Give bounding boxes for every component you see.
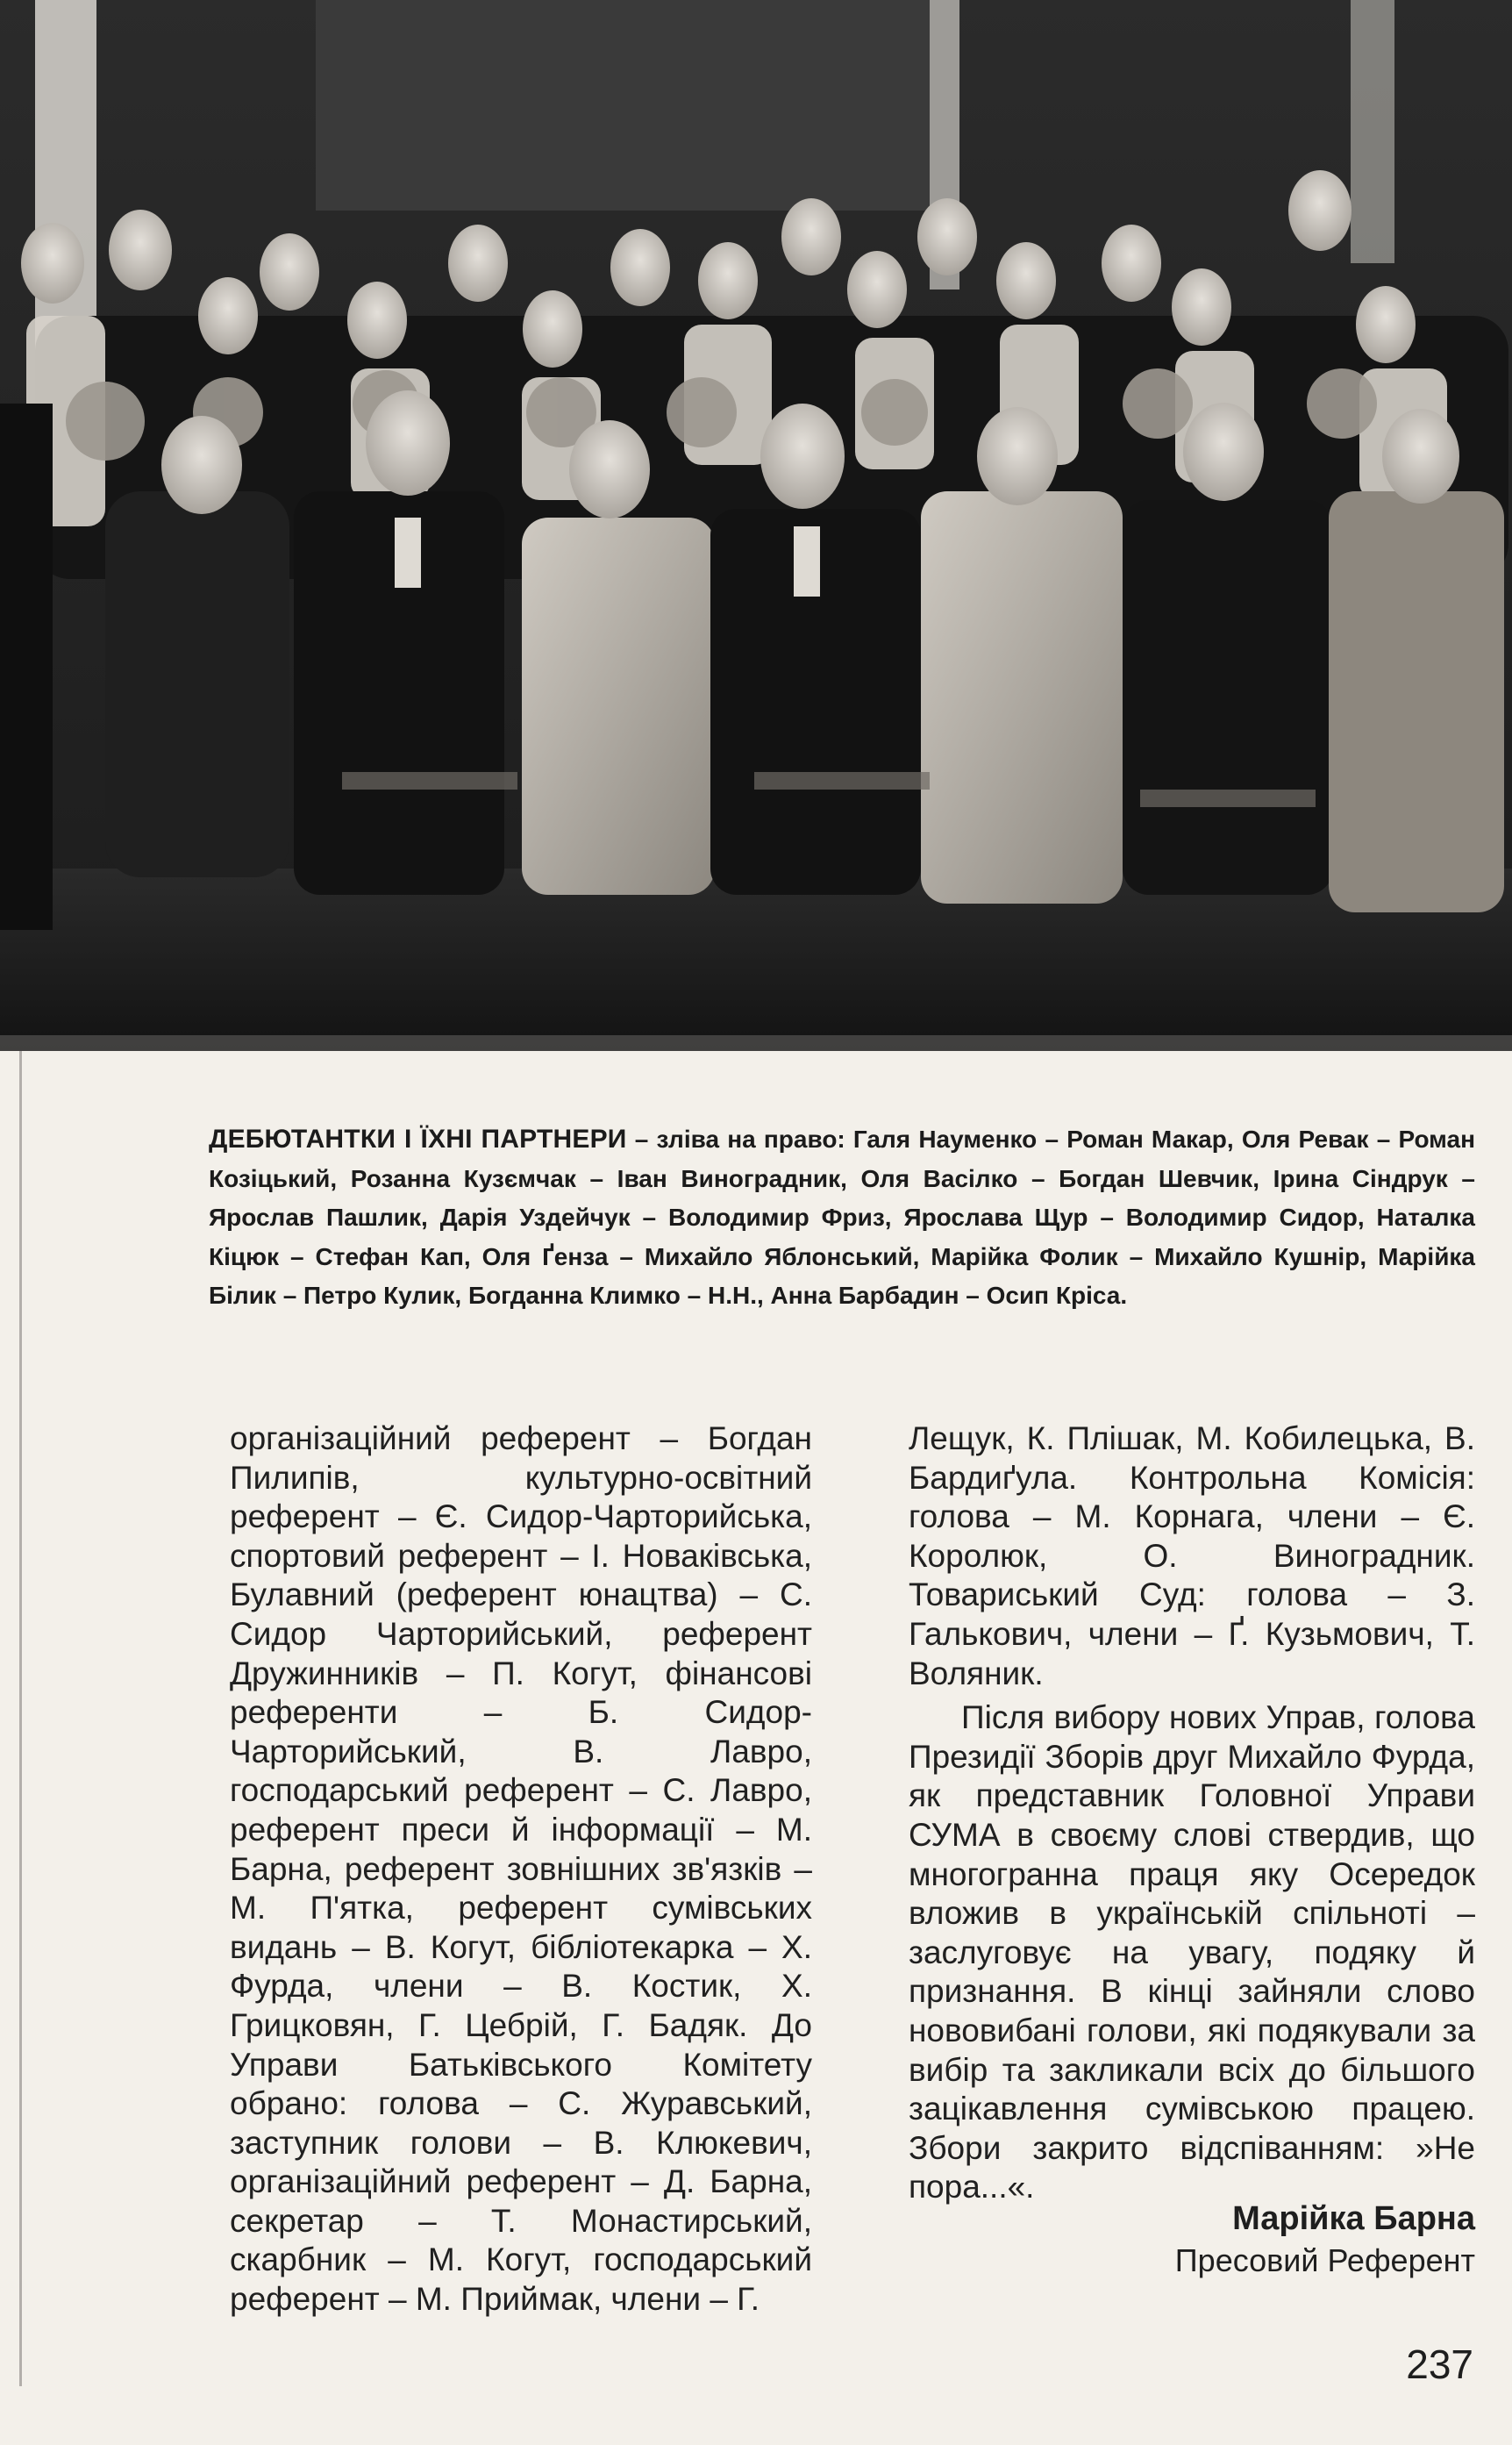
page-number: 237 (1406, 2341, 1473, 2387)
article-right-column (909, 1419, 1475, 2207)
caption-lead: ДЕБЮТАНТКИ І ЇХНІ ПАРТНЕРИ (209, 1125, 627, 1154)
group-photo (0, 0, 1512, 1051)
right-column-paragraph-2: Після вибору нових Управ, голова Президії Зборів друг Михайло Фурда, як представник Головної Управи СУМА в своєму слові ствердив, що многогранна праця яку Осередок вложив в українській спільноті – заслуговує на увагу, подяку й признання. В кінці зайняли слово нововибані голови, які подякували за вибір та закликали всіх до більшого зацікавлення сумівською працею. Збори закрито відспіванням: »Не пора...«. (909, 1699, 1475, 2206)
article-left-column: організаційний референт – Богдан Пилипів, культурно-освітний референт – Є. Сидор-Чарторийська, спортовий референт – І. Новаківська, Булавний (референт юнацтва) – С. Сидор Чарторийський, референт Дружинників – П. Когут, фінансові референти – Б. Сидор-Чарторийський, В. Лавро, господарський референт – С. Лавро, референт преси й інформації – М. Барна, референт зовнішних зв'язків – М. П'ятка, референт сумівських видань – В. Когут, бібліотекарка – Х. Фурда, члени – В. Костик, Х. Грицковян, Г. Цебрій, Г. Бадяк. До Управи Батьківського Комітету обрано: голова – С. Журавський, заступник голови – В. Клюкевич, організаційний референт – Д. Барна, секретар – Т. Монастирський, скарбник – М. Когут, господарський референт – М. Приймак, члени – Г. (230, 1420, 812, 2318)
right-column-paragraph-1: Лещук, К. Плішак, М. Кобилецька, В. Бардиґула. Контрольна Комісія: голова – М. Корнага, члени – Є. Королюк, О. Виноградник. Товариський Суд: голова – З. Галькович, члени – Ґ. Кузьмович, Т. Воляник. (909, 1420, 1475, 1691)
photo-caption (209, 1120, 1475, 1316)
caption-text: – зліва на право: Галя Науменко – Роман Макар, Оля Ревак – Роман Козіцький, Розанна Кузємчак – Іван Виноградник, Оля Васілко – Богдан Шевчик, Ірина Сіндрук – Ярослав Пашлик, Дарія Уздейчук – Володимир Фриз, Ярослава Щур – Володимир Сидор, Наталка Кіцюк – Стефан Кап, Оля Ґенза – Михайло Яблонський, Марійка Фолик – Михайло Кушнір, Марійка Білик – Петро Кулик, Богданна Климко – Н.Н., Анна Барбадин – Осип Кріса. (209, 1126, 1476, 1309)
author-role: Пресовий Референт (1174, 2242, 1475, 2278)
author-name: Марійка Барна (1232, 2200, 1475, 2237)
